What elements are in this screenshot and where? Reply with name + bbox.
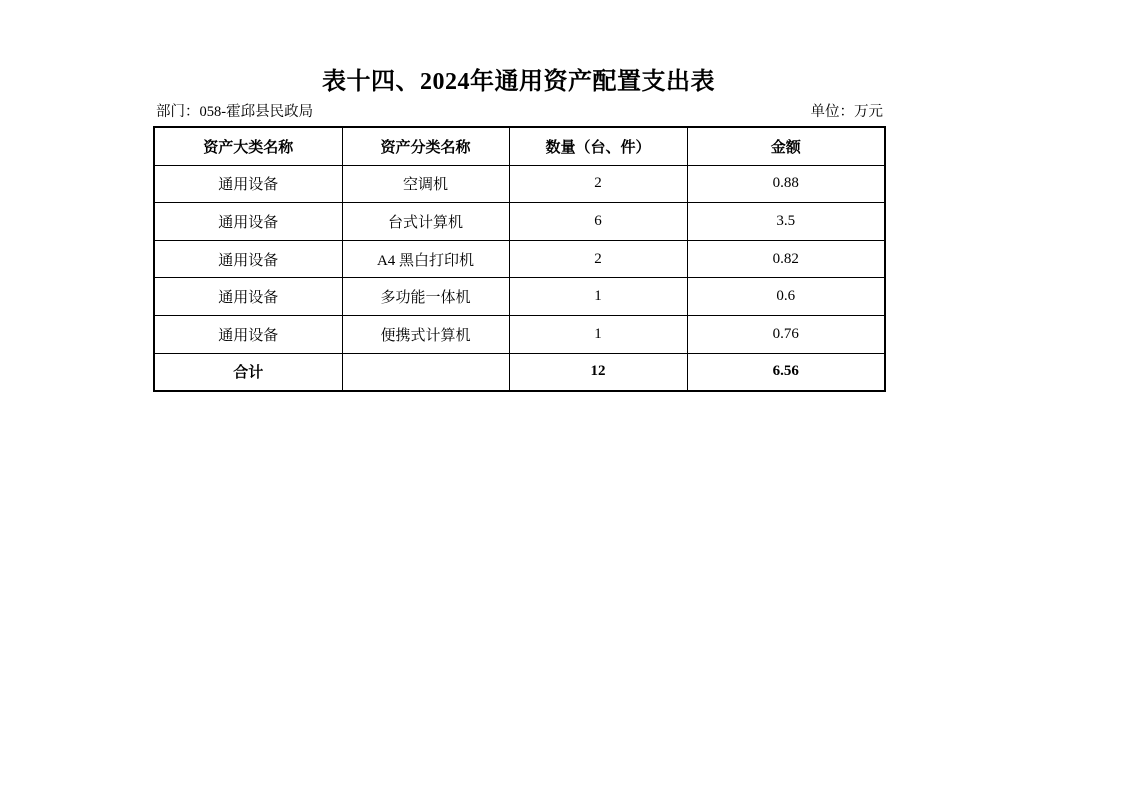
- page-title: 表十四、2024年通用资产配置支出表: [322, 69, 715, 95]
- cell-asset-category: 通用设备: [154, 165, 342, 203]
- cell-amount: 3.5: [687, 203, 885, 241]
- cell-asset-class: 台式计算机: [342, 203, 509, 241]
- cell-asset-class: A4 黑白打印机: [342, 240, 509, 278]
- cell-quantity: 2: [509, 165, 687, 203]
- table-row: [154, 278, 885, 316]
- total-row: [154, 353, 885, 391]
- cell-amount: 0.88: [687, 165, 885, 203]
- department-label: 部门：058-霍邱县民政局: [156, 104, 314, 120]
- cell-amount: 0.82: [687, 240, 885, 278]
- cell-asset-category: 通用设备: [154, 278, 342, 316]
- table-row: [154, 315, 885, 353]
- cell-quantity: 6: [509, 203, 687, 241]
- cell-asset-class: 便携式计算机: [342, 315, 509, 353]
- table-row: [154, 203, 885, 241]
- cell-asset-class: 空调机: [342, 165, 509, 203]
- cell-asset-category: 通用设备: [154, 315, 342, 353]
- column-header-asset-category: 资产大类名称: [154, 127, 342, 165]
- cell-total-empty: [342, 353, 509, 391]
- cell-asset-category: 通用设备: [154, 240, 342, 278]
- unit-label: 单位：万元: [810, 104, 883, 120]
- column-header-asset-class: 资产分类名称: [342, 127, 509, 165]
- table-row: [154, 240, 885, 278]
- cell-asset-class: 多功能一体机: [342, 278, 509, 316]
- cell-total-quantity: 12: [509, 353, 687, 391]
- cell-total-amount: 6.56: [687, 353, 885, 391]
- asset-allocation-table: [153, 126, 886, 392]
- cell-amount: 0.76: [687, 315, 885, 353]
- report-content: [153, 0, 884, 793]
- header-row: [154, 127, 885, 165]
- cell-quantity: 2: [509, 240, 687, 278]
- cell-total-label: 合计: [154, 353, 342, 391]
- cell-asset-category: 通用设备: [154, 203, 342, 241]
- meta-row: [156, 104, 883, 121]
- table-row: [154, 165, 885, 203]
- column-header-amount: 金额: [687, 127, 885, 165]
- cell-amount: 0.6: [687, 278, 885, 316]
- column-header-quantity: 数量（台、件）: [509, 127, 687, 165]
- cell-quantity: 1: [509, 315, 687, 353]
- cell-quantity: 1: [509, 278, 687, 316]
